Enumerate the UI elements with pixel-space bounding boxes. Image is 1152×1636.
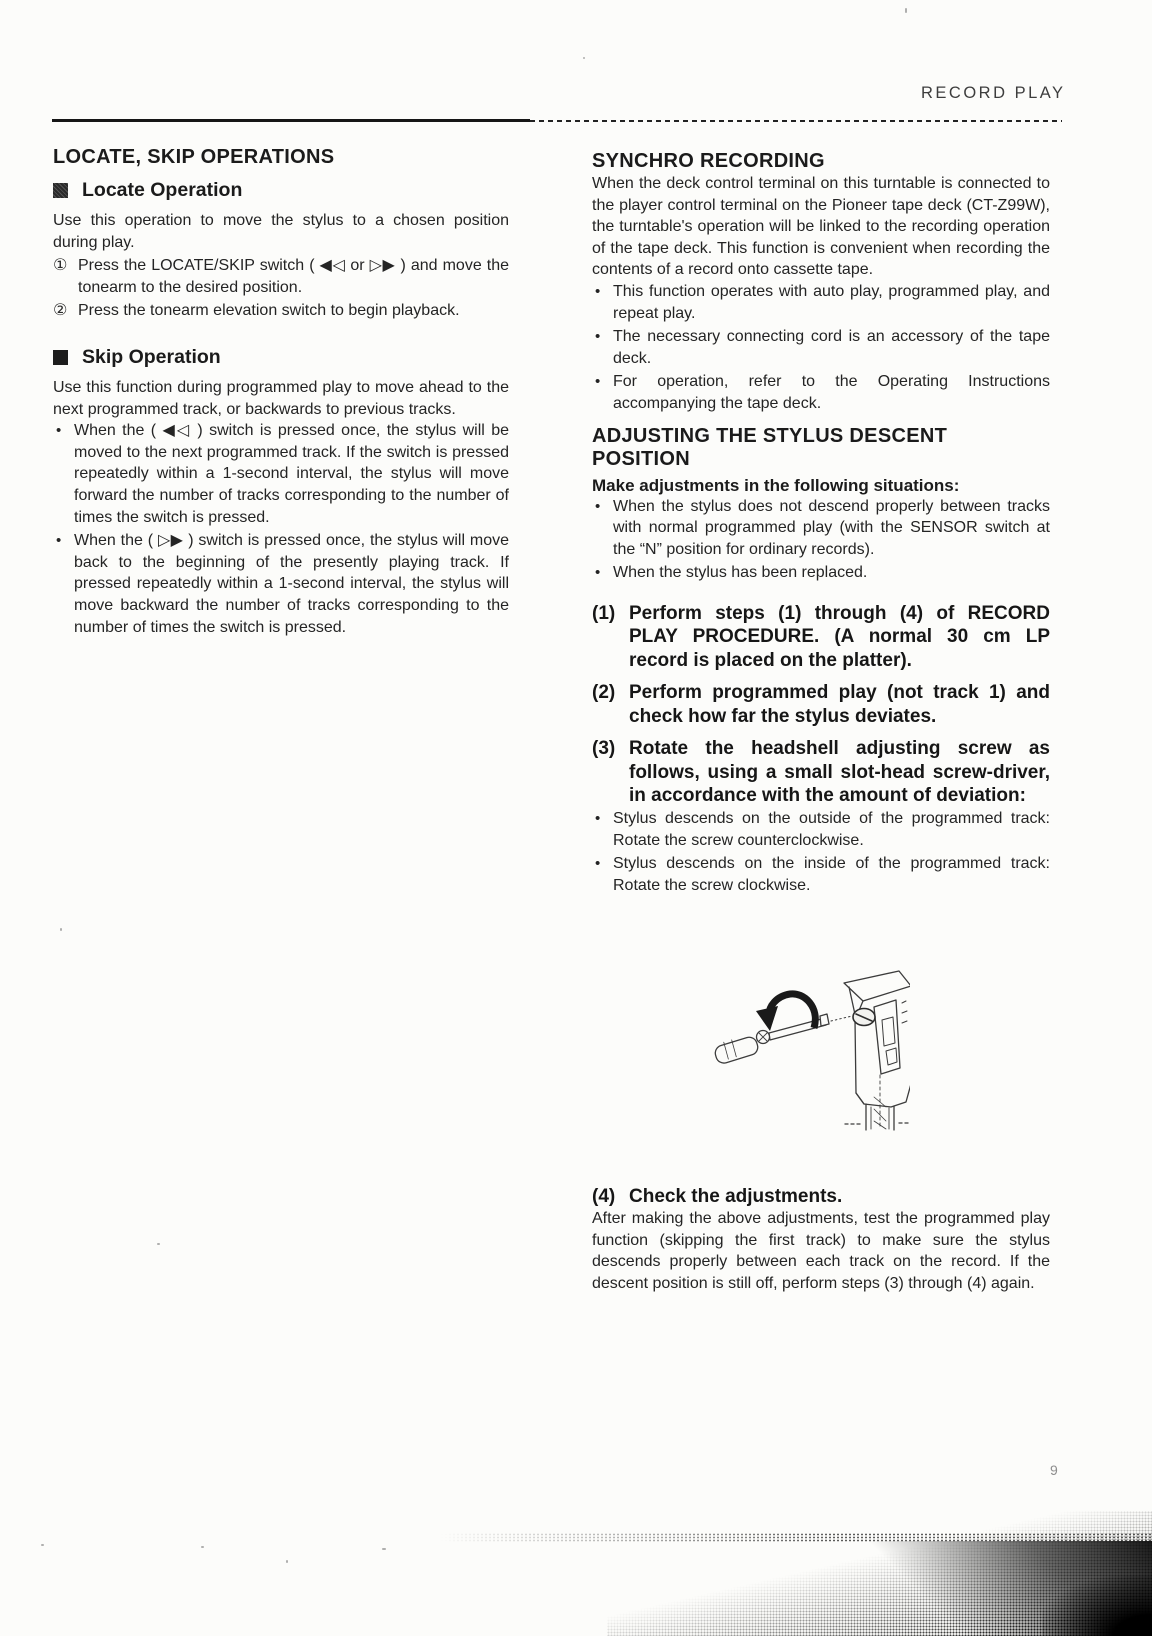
- square-bullet-icon: [53, 350, 68, 365]
- scan-speck: [60, 928, 62, 931]
- scan-speck: [201, 1546, 204, 1548]
- header-rule-dotted: [530, 120, 1062, 122]
- locate-step-2: ② Press the tonearm elevation switch to begin playback.: [53, 300, 509, 322]
- step3-bullet-outside: • Stylus descends on the outside of the programmed track: Rotate the screw counterclockwise.: [592, 808, 1050, 851]
- left-column: [53, 146, 509, 640]
- step4-heading: (4) Check the adjustments.: [592, 1186, 843, 1207]
- adjust-bullet-replaced: • When the stylus has been replaced.: [592, 562, 1050, 584]
- adjust-step-1: (1) Perform steps (1) through (4) of RECORD PLAY PROCEDURE. (A normal 30 cm LP record is placed on the platter).: [592, 602, 1050, 671]
- locate-steps: [53, 255, 509, 322]
- headshell-adjustment-figure: [650, 925, 910, 1140]
- skip-operation-heading: Skip Operation: [53, 346, 509, 369]
- step3-bullets: [592, 808, 1050, 896]
- circled-number-2-icon: ②: [53, 302, 68, 320]
- synchro-bullet-instructions: • For operation, refer to the Operating Instructions accompanying the tape deck.: [592, 371, 1050, 414]
- synchro-bullets: [592, 281, 1050, 415]
- section-title-locate-skip: LOCATE, SKIP OPERATIONS: [53, 146, 335, 168]
- locate-operation-heading: Locate Operation: [53, 179, 509, 202]
- adjust-step-3: (3) Rotate the headshell adjusting screw as follows, using a small slot-head screw-driver, in accordance with the amount of deviation:: [592, 738, 1050, 807]
- scan-speck: [382, 1548, 386, 1550]
- adjust-lead: Make adjustments in the following situations:: [592, 475, 960, 495]
- synchro-intro: When the deck control terminal on this turntable is connected to the player control terminal on the Pioneer tape deck (CT-Z99W), the turntable's operation will be linked to the recording operation of the tape deck. This function is convenient when recording the contents of a record onto cassette tape.: [592, 175, 1050, 279]
- header-rule-solid: [52, 119, 530, 122]
- adjust-step-2: (2) Perform programmed play (not track 1) and check how far the stylus deviates.: [592, 682, 1050, 727]
- circled-number-1-icon: ①: [53, 257, 68, 275]
- scan-speck: [583, 57, 585, 59]
- adjust-steps: [592, 602, 1050, 808]
- right-column: [592, 146, 1050, 898]
- skip-bullets: [53, 420, 509, 638]
- section-title-synchro: SYNCHRO RECORDING: [592, 150, 825, 172]
- square-bullet-icon: [53, 183, 68, 198]
- synchro-bullet-cord: • The necessary connecting cord is an accessory of the tape deck.: [592, 326, 1050, 369]
- scan-speck: [905, 8, 907, 13]
- synchro-bullet-modes: • This function operates with auto play, programmed play, and repeat play.: [592, 281, 1050, 324]
- skip-intro: Use this function during programmed play to move ahead to the next programmed track, or backwards to previous tracks.: [53, 378, 509, 418]
- headshell-screwdriver-illustration: [650, 925, 910, 1140]
- step4-body: After making the above adjustments, test the programmed play function (skipping the first track) to make sure the stylus descends properly between each track on the record. If the descent position is still off, perform steps (3) through (4) again.: [592, 1210, 1050, 1292]
- adjust-bullets: [592, 496, 1050, 584]
- skip-bullet-forward: • When the ( ▷▶ ) switch is pressed once, the stylus will move back to the beginning of the presently playing track. If pressed repeatedly within a 1-second interval, the stylus will move backward the number of tracks corresponding to the number of times the switch is pressed.: [53, 530, 509, 638]
- scan-speck: [286, 1560, 288, 1563]
- page-number: 9: [1050, 1462, 1058, 1478]
- adjust-bullet-sensor: • When the stylus does not descend properly between tracks with normal programmed play (with the SENSOR switch at the “N” position for ordinary records).: [592, 496, 1050, 561]
- adjust-step-4: [592, 1186, 1050, 1294]
- step3-bullet-inside: • Stylus descends on the inside of the programmed track: Rotate the screw clockwise.: [592, 853, 1050, 896]
- locate-intro: Use this operation to move the stylus to a chosen position during play.: [53, 212, 509, 251]
- scan-speck: [157, 1243, 160, 1245]
- section-title-adjusting: ADJUSTING THE STYLUS DESCENT POSITION: [592, 424, 948, 470]
- scan-speck: [41, 1544, 44, 1546]
- locate-step-1: ① Press the LOCATE/SKIP switch ( ◀◁ or ▷▶ ) and move the tonearm to the desired position.: [53, 255, 509, 298]
- skip-bullet-back: • When the ( ◀◁ ) switch is pressed once, the stylus will be moved to the next programmed track. If the switch is pressed repeatedly within a 1-second interval, the stylus will move forward the number of tracks corresponding to the number of times the switch is pressed.: [53, 420, 509, 528]
- running-header: RECORD PLAY: [921, 84, 1066, 102]
- scan-noise-corner-core: [1042, 1576, 1152, 1636]
